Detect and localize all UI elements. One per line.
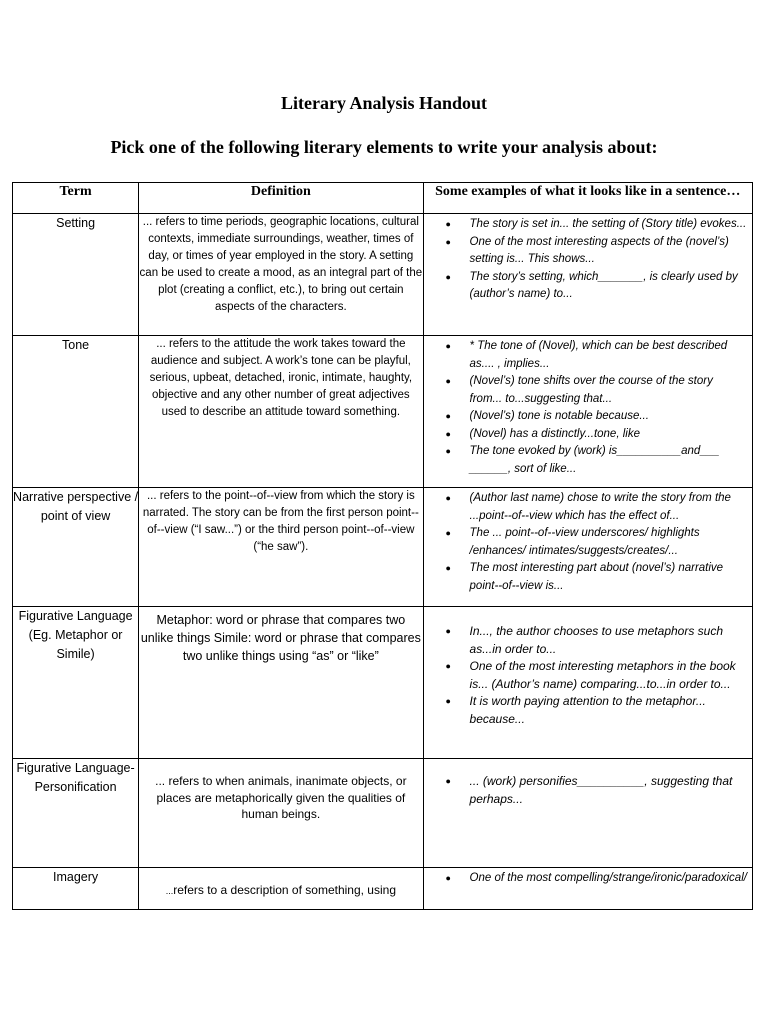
definition-cell: ... refers to the attitude the work takes toward the audience and subject. A work’s tone can be playful, serious, upbeat, detached, ironic, intimate, haughty, objective and any other number of great adjectives used to describe an attitude toward something. xyxy=(139,336,423,488)
example-item: ● One of the most interesting metaphors in the book is... (Author’s name) comparing...to...in order to... xyxy=(446,658,748,693)
examples-cell xyxy=(423,214,752,336)
literary-elements-table xyxy=(12,182,753,910)
term-cell: Figurative Language (Eg. Metaphor or Simile) xyxy=(13,607,139,759)
example-item: ● One of the most compelling/strange/ironic/paradoxical/ xyxy=(446,870,748,888)
table-row-personification xyxy=(13,759,753,868)
examples-cell xyxy=(423,868,752,910)
definition-text: refers to a description of something, using xyxy=(173,883,396,897)
example-item: ● The tone evoked by (work) is__________and___ ______, sort of like... xyxy=(446,443,748,478)
table-row-narrative-perspective xyxy=(13,488,753,607)
definition-cell: ... refers to when animals, inanimate objects, or places are metaphorically given the qualities of human beings. xyxy=(139,759,423,868)
table-row-tone xyxy=(13,336,753,488)
examples-list xyxy=(424,607,752,728)
table-row-setting xyxy=(13,214,753,336)
example-item: ● (Novel) has a distinctly...tone, like xyxy=(446,426,748,444)
examples-cell xyxy=(423,759,752,868)
definition-prefix: ... xyxy=(165,886,174,896)
document-subtitle: Pick one of the following literary elements to write your analysis about: xyxy=(110,137,658,157)
example-item: ● (Author last name) chose to write the story from the ...point--of--view which has the effect of... xyxy=(446,490,748,525)
term-cell: Imagery xyxy=(13,868,139,910)
definition-cell: ... refers to the point--of--view from which the story is narrated. The story can be from the first person point-- of--view (“I saw...”) or the third person point--of--view (“he saw”). xyxy=(139,488,423,607)
examples-list xyxy=(424,488,752,595)
term-cell: Narrative perspective / point of view xyxy=(13,488,139,607)
example-item: ● The most interesting part about (novel’s) narrative point--of--view is... xyxy=(446,560,748,595)
table-header-row xyxy=(13,183,753,214)
example-item: ● The story is set in... the setting of (Story title) evokes... xyxy=(446,216,748,234)
example-item: ● It is worth paying attention to the metaphor... because... xyxy=(446,693,748,728)
examples-list xyxy=(424,336,752,478)
examples-list xyxy=(424,214,752,304)
examples-list xyxy=(424,759,752,808)
examples-cell xyxy=(423,488,752,607)
examples-cell xyxy=(423,607,752,759)
header-examples: Some examples of what it looks like in a sentence… xyxy=(423,183,752,214)
header-term: Term xyxy=(13,183,139,214)
example-item: ● In..., the author chooses to use metaphors such as...in order to... xyxy=(446,623,748,658)
example-item: ● (Novel’s) tone is notable because... xyxy=(446,408,748,426)
table-row-imagery xyxy=(13,868,753,910)
definition-cell: ... refers to time periods, geographic locations, cultural contexts, immediate surroundings, weather, times of day, or times of year employed in the story. A setting can be used to create a mood, as an integral part of the plot (creating a conflict, etc.), to bring out certain aspects of the characters. xyxy=(139,214,423,336)
definition-cell xyxy=(139,868,423,910)
table-row-figurative-language xyxy=(13,607,753,759)
document-title: Literary Analysis Handout xyxy=(280,93,488,113)
example-item: ● (Novel’s) tone shifts over the course of the story from... to...suggesting that... xyxy=(446,373,748,408)
example-item: ● The story’s setting, which_______, is clearly used by (author’s name) to... xyxy=(446,269,748,304)
term-cell: Tone xyxy=(13,336,139,488)
header-definition: Definition xyxy=(139,183,423,214)
examples-cell xyxy=(423,336,752,488)
definition-cell: Metaphor: word or phrase that compares two unlike things Simile: word or phrase that compares two unlike things using “as” or “like” xyxy=(139,607,423,759)
example-item: ● * The tone of (Novel), which can be best described as.... , implies... xyxy=(446,338,748,373)
examples-list xyxy=(424,868,752,888)
term-cell: Setting xyxy=(13,214,139,336)
term-cell: Figurative Language- Personification xyxy=(13,759,139,868)
example-item: ● ... (work) personifies__________, suggesting that perhaps... xyxy=(446,773,748,808)
example-item: ● The ... point--of--view underscores/ highlights /enhances/ intimates/suggests/creates/... xyxy=(446,525,748,560)
example-item: ● One of the most interesting aspects of the (novel’s) setting is... This shows... xyxy=(446,234,748,269)
